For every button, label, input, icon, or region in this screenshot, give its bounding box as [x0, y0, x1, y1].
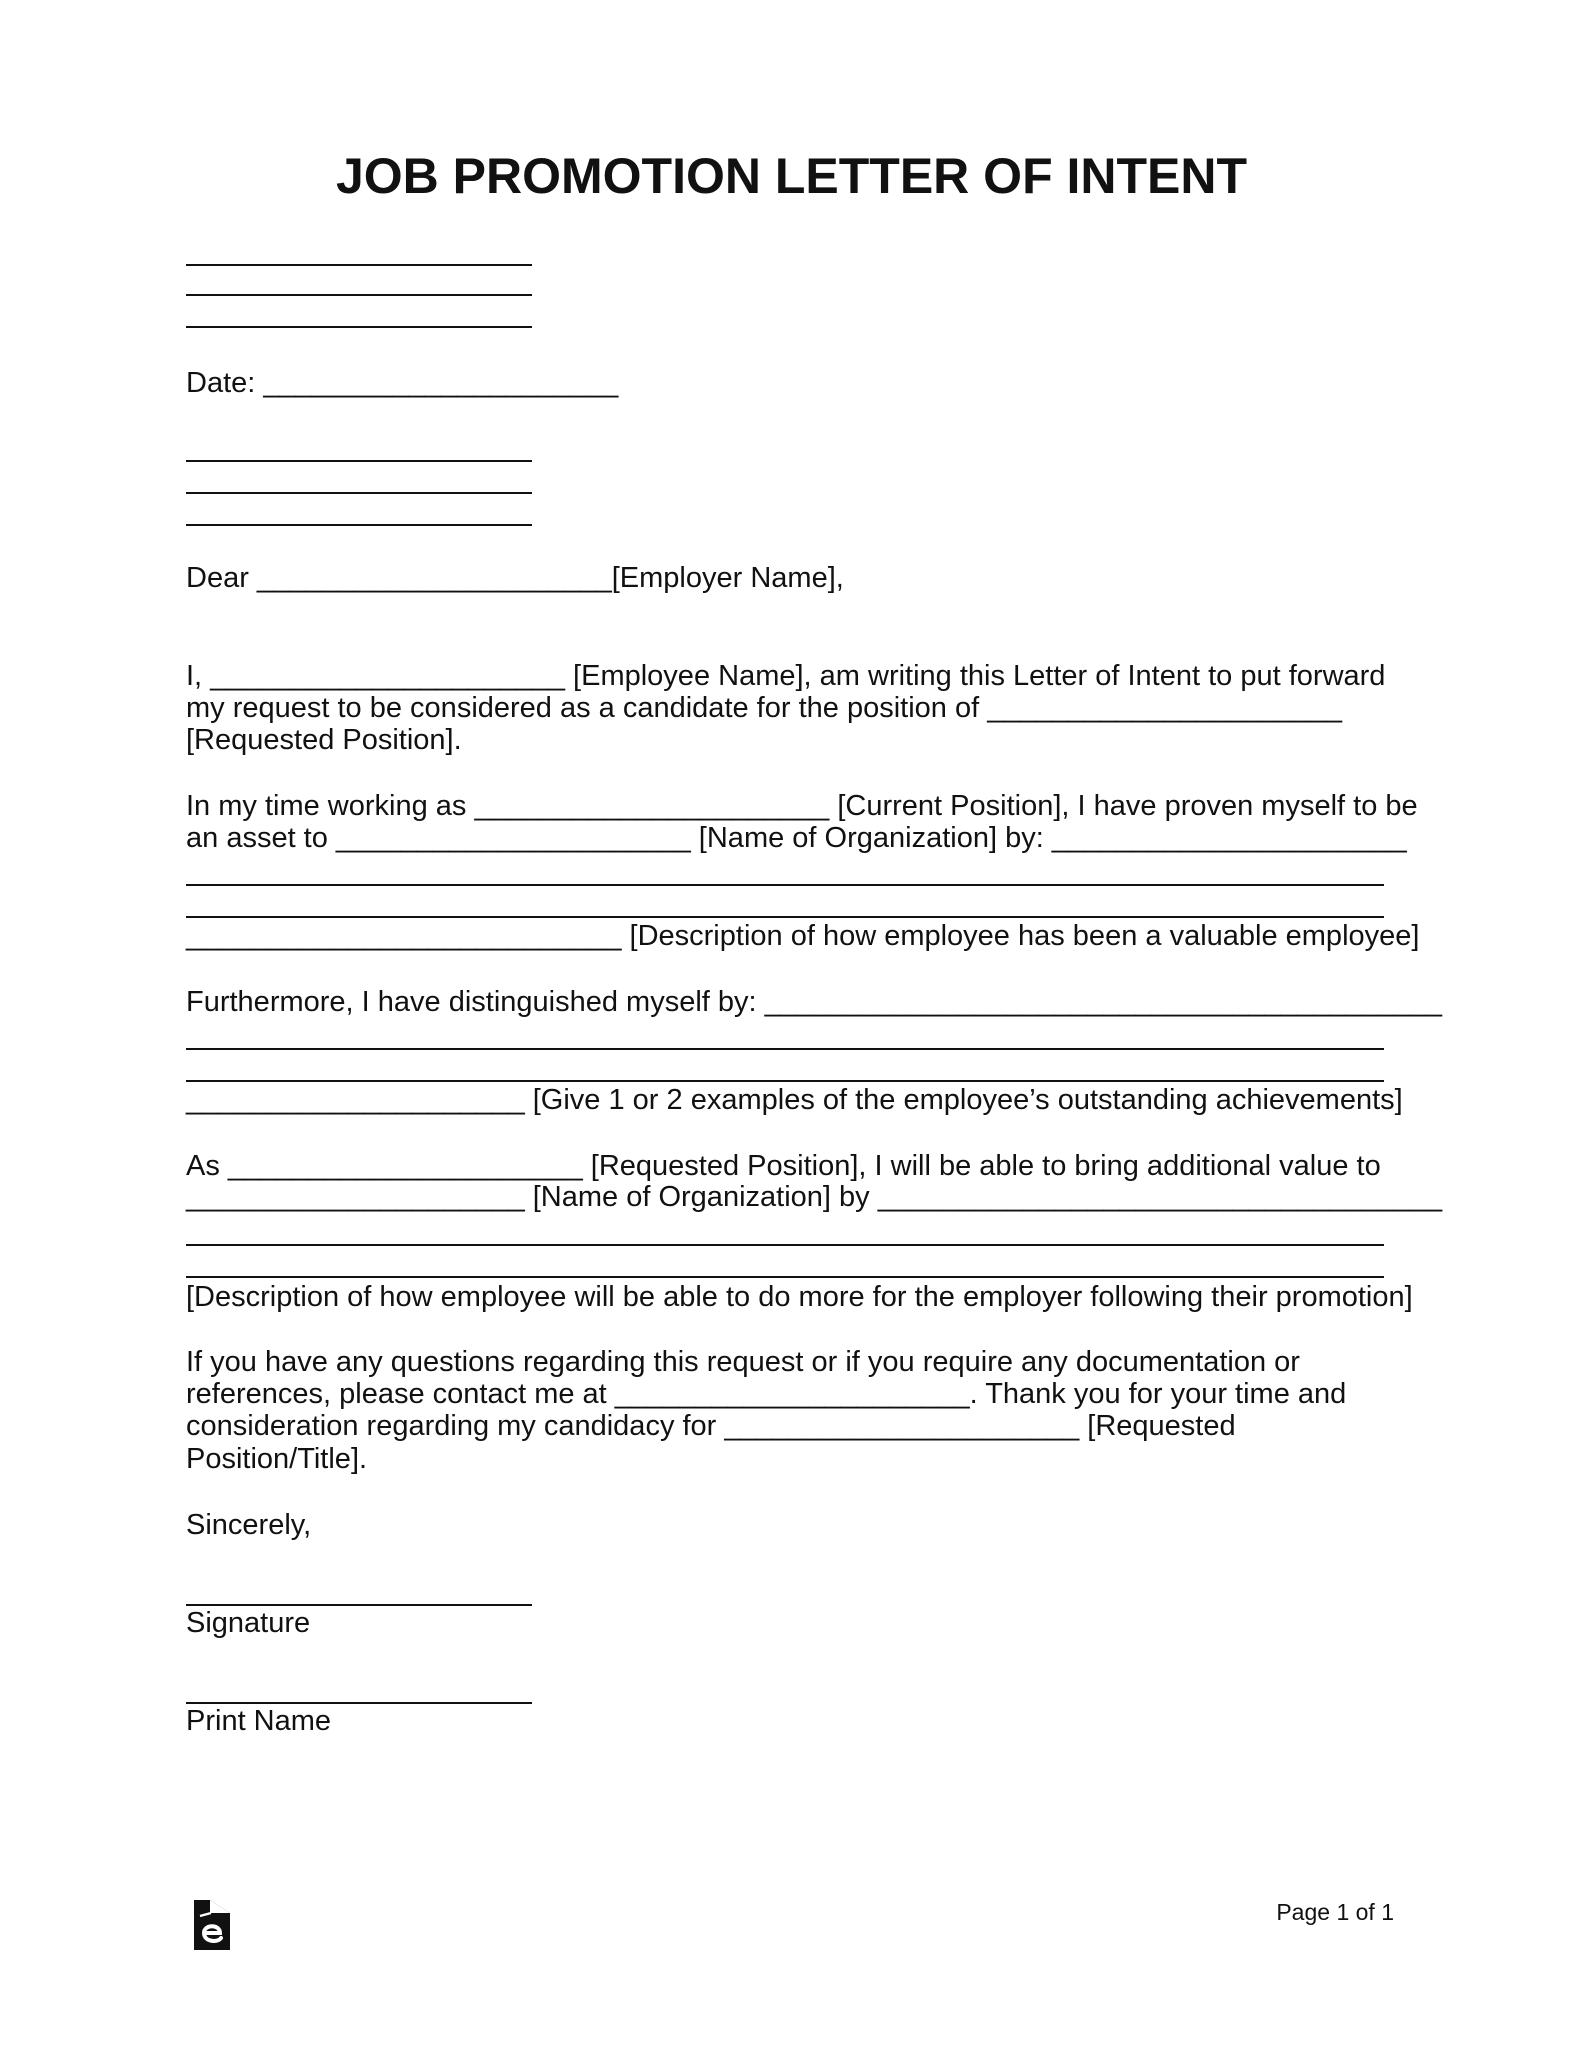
added-value-line-2[interactable]: [186, 1276, 1384, 1278]
valuable-description-line-2[interactable]: [186, 916, 1384, 918]
paragraph-4-line-2: _____________________ [Name of Organization] by ___________________________________: [186, 1181, 1443, 1213]
paragraph-4-line-1: As ______________________ [Requested Position], I will be able to bring additional value to: [186, 1150, 1381, 1182]
esign-logo-icon: [194, 1900, 230, 1950]
paragraph-3-line-1: Furthermore, I have distinguished myself by: __________________________________________: [186, 986, 1443, 1018]
sender-address-line-3[interactable]: [186, 326, 532, 328]
paragraph-1-line-2: my request to be considered as a candidate for the position of ______________________: [186, 692, 1343, 724]
paragraph-1-line-1: I, ______________________ [Employee Name], am writing this Letter of Intent to put forward: [186, 660, 1386, 692]
sender-address-line-1[interactable]: [186, 264, 532, 266]
valuable-description-line-1[interactable]: [186, 884, 1384, 886]
signature-line[interactable]: [186, 1604, 532, 1606]
date-line: Date: ______________________: [186, 367, 619, 399]
paragraph-2-line-2: an asset to ______________________ [Name of Organization] by: ______________________: [186, 822, 1407, 854]
closing: Sincerely,: [186, 1509, 312, 1541]
sender-address-line-2[interactable]: [186, 294, 532, 296]
page-number: Page 1 of 1: [1276, 1899, 1394, 1925]
added-value-line-1[interactable]: [186, 1244, 1384, 1246]
document-title: JOB PROMOTION LETTER OF INTENT: [335, 148, 1248, 204]
salutation: Dear ______________________[Employer Name],: [186, 562, 844, 594]
achievements-line-2[interactable]: [186, 1080, 1384, 1082]
paragraph-3-line-4: _____________________ [Give 1 or 2 examples of the employee’s outstanding achievements]: [186, 1084, 1403, 1116]
paragraph-2-line-1: In my time working as ______________________ [Current Position], I have proven myself to be: [186, 790, 1418, 822]
recipient-address-line-3[interactable]: [186, 524, 532, 526]
achievements-line-1[interactable]: [186, 1048, 1384, 1050]
signature-label: Signature: [186, 1607, 311, 1639]
paragraph-5-line-4: Position/Title].: [186, 1443, 368, 1475]
paragraph-1-line-3: [Requested Position].: [186, 724, 462, 756]
print-name-label: Print Name: [186, 1705, 332, 1737]
recipient-address-line-2[interactable]: [186, 492, 532, 494]
paragraph-4-line-5: [Description of how employee will be able to do more for the employer following their promotion]: [186, 1281, 1413, 1313]
recipient-address-line-1[interactable]: [186, 460, 532, 462]
print-name-line[interactable]: [186, 1702, 532, 1704]
paragraph-2-line-5: ___________________________ [Description of how employee has been a valuable employee]: [186, 920, 1420, 952]
paragraph-5-line-2: references, please contact me at ______________________. Thank you for your time and: [186, 1378, 1347, 1410]
paragraph-5-line-1: If you have any questions regarding this request or if you require any documentation or: [186, 1346, 1300, 1378]
paragraph-5-line-3: consideration regarding my candidacy for ______________________ [Requested: [186, 1410, 1236, 1442]
